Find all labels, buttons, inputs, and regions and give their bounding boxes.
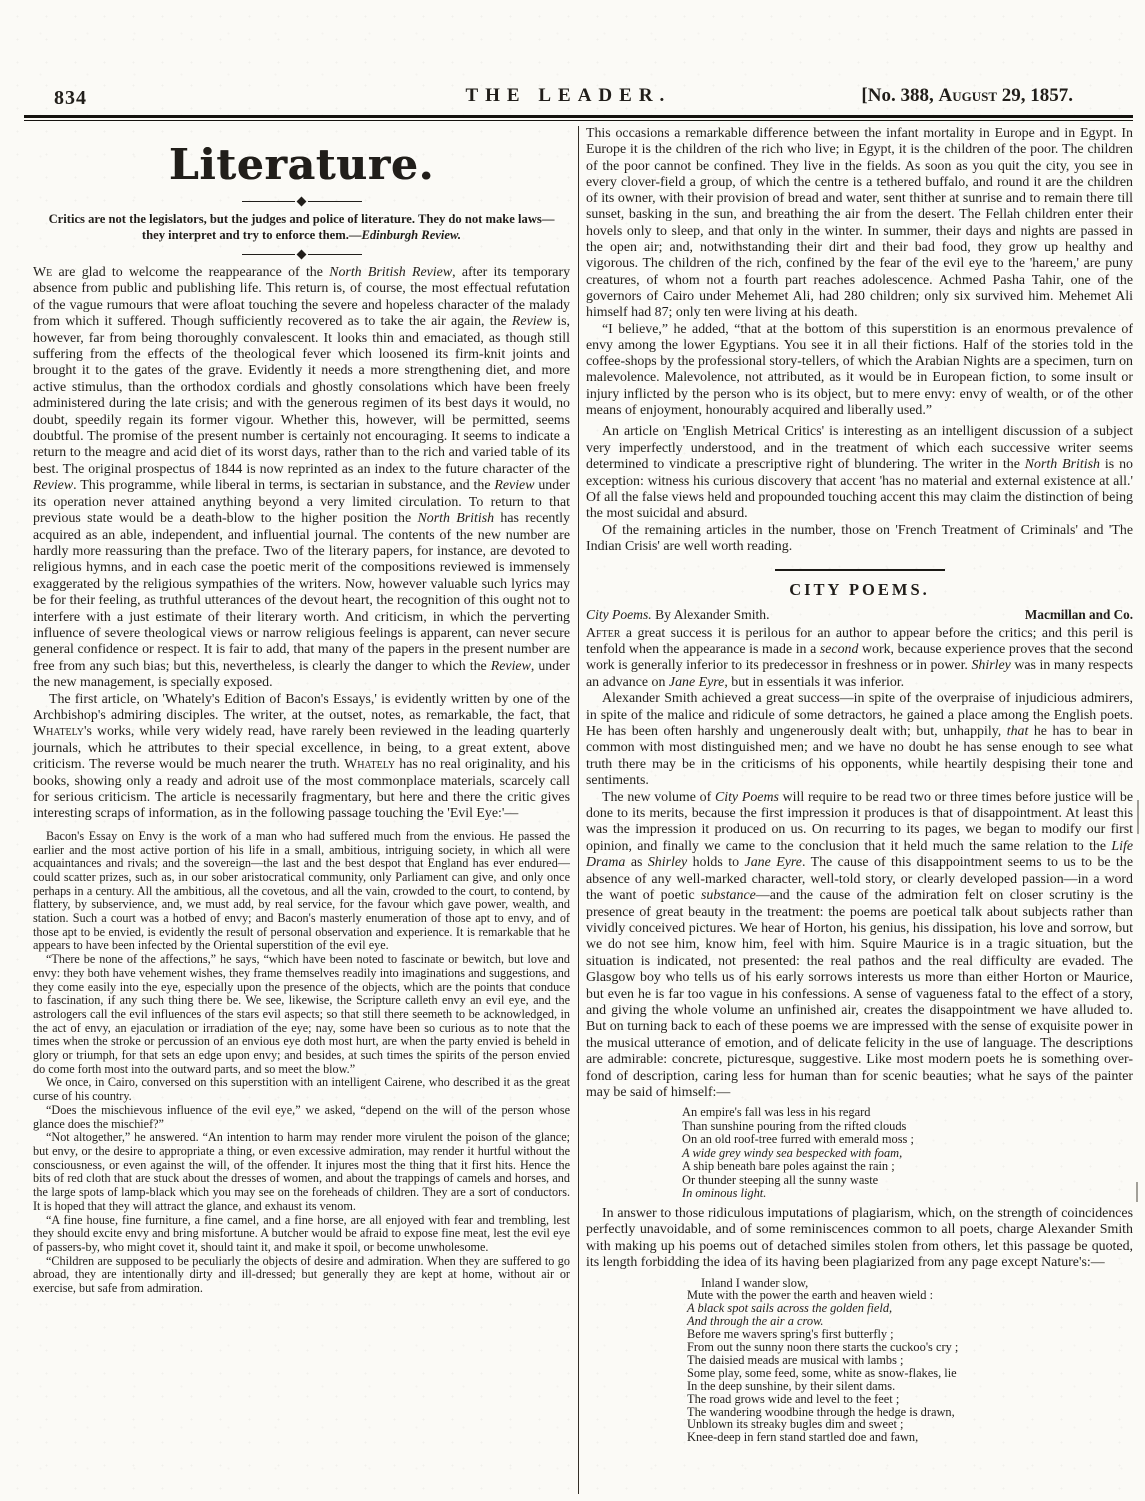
quote-paragraph: We once, in Cairo, conversed on this superstition with an intelligent Cairene, who described it as the great curse of his country. — [33, 1075, 570, 1104]
poem-line: A black spot sails across the golden field, — [687, 1301, 893, 1316]
paragraph: We are glad to welcome the reappearance of the North British Review, after its temporary absence from public and publishing life. This return is, of course, the most effectual refutation of the vague rumours that were afloat touching the severe and hopeless character of the malady from which it suffered. Though sufficiently recovered as to take the air again, the Review is, however, far from being thoroughly convalescent. It looks thin and emaciated, as though still suffering from the effects of the theological fever which loosened its firm-knit joints and brought it to the gates of the grave. Evidently it needs a more strengthening diet, and more active stimulus, than the orthodox cordials and ghostly consolations which have been freely administered during the late crisis; and with the generous regimen of its best days it would, no doubt, speedily regain its former vigour. Whether this, however, will be permitted, seems doubtful. The promise of the present number is certainly not encouraging. It seems to indicate a return to the meagre and acid diet of its worst days, rather than to the rich and varied table of its best. The original prospectus of 1844 is now reprinted as an index to the future character of the Review. This programme, while liberal in terms, is sectarian in substance, and the Review under its operation never attained anything beyond a very limited circulation. To return to that previous state would be a death-blow to the higher position the North British has recently acquired as an able, independent, and influential journal. The contents of the new number are hardly more reassuring than the preface. Two of the literary papers, for instance, are devoted to religious hymns, and in each case the poetic merit of the compositions reviewed is immensely exaggerated by the religious sympathies of the writers. Now, however valuable such lyrics may be for their feeling, as truthful utterances of the devout heart, the recognition of this ought not to interfere with a just estimate of their literary worth. And criticism, in which the perverting influence of severe theological views or narrow religious feelings is apparent, can never secure general confidence or respect. It is fair to add, that many of the papers in the present number are free from any such bias; but this, nevertheless, is clearly the danger to which the Review, under the new management, is specially exposed. — [33, 265, 571, 691]
ornament-line — [308, 201, 362, 202]
article-divider-rule — [775, 569, 945, 571]
article-title: CITY POEMS. — [789, 579, 930, 599]
poem-line: In ominous light. — [682, 1186, 767, 1201]
paragraph: After a great success it is perilous for an author to appear before the critics; and this peril is tenfold when the appearance is made in a second work, because experience proves that the second work is generally inferior to its predecessor in freshness or in power. Shirley was in many respects an advance on Jane Eyre, but in essentials it was inferior. — [586, 625, 1134, 690]
publisher-name: Macmillan and Co. — [1024, 606, 1133, 622]
poem-line: A wide grey windy sea bespecked with foam, — [682, 1145, 903, 1160]
poem-line: Than sunshine pouring from the rifted clouds — [682, 1118, 907, 1133]
paragraph: The first article, on 'Whately's Edition of Bacon's Essays,' is evidently written by one of the Archbishop's admiring disciples. The writer, at the outset, notes, as remarkable, the fact, that Whately's works, while very widely read, have rarely been reviewed in the leading quarterly journals, which he attributes to their special excellence, in being, to a great extent, above criticism. The reverse would be much nearer the truth. Whately has no real originality, and his books, showing only a ready and adroit use of the most commonplace materials, scarcely call for serious criticism. The article is necessarily fragmentary, but here and there the critic gives interesting scraps of information, as in the following passage touching the 'Evil Eye:'— — [33, 691, 570, 822]
paragraph: In answer to those ridiculous imputations of plagiarism, which, on the strength of coincidences perfectly unavoidable, and of some reminiscences common to all poets, charge Alexander Smith with making up his poems out of detached similes stolen from others, let this passage be quoted, its length forbidding the idea of its having been plagiarized from any page except Nature's:— — [586, 1205, 1133, 1271]
two-column-layout — [33, 126, 1133, 1494]
scan-artifact — [1137, 800, 1139, 834]
ornament-divider-top — [242, 198, 362, 205]
quote-paragraph: “A fine house, fine furniture, a fine camel, and a fine horse, are all enjoyed with fear and trembling, lest they should excite envy and bring misfortune. A butcher would be afraid to expose fine meat, lest the evil eye of passers-by, who might covet it, should taint it, and make it spoil, or become unwholesome. — [33, 1212, 570, 1254]
poem-line: An empire's fall was less in his regard — [682, 1105, 871, 1120]
book-title-author: City Poems. By Alexander Smith. — [586, 606, 770, 622]
paragraph: Alexander Smith achieved a great success—in spite of the overpraise of injudicious admirers, in spite of the malice and ridicule of some detractors, he gained a place among the English poets. He has been often harshly and ungenerously dealt with; but, unhappily, that he has to bear in common with most distinguished men; and we have no doubt he has sense enough to see what truth there may be in the criticisms of his opponents, while heartily despising their tone and sentiments. — [586, 691, 1133, 789]
column-divider-rule — [578, 126, 579, 1494]
paragraph: An article on 'English Metrical Critics' is interesting as an intelligent discussion of a subject very imperfectly understood, and in the treatment of which each successive writer seems determined to vindicate a prescriptive right of blundering. The writer in the North British is no exception: witness his curious discovery that accent 'has no material and external existence at all.' Of all the false views held and propounded touching accent this may claim the distinction of being the most suicidal and absurd. — [586, 424, 1133, 522]
section-title-literature: Literature. — [168, 140, 435, 189]
poem-line: Some play, some feed, some, white as snow-flakes, lie — [687, 1365, 957, 1380]
quote-paragraph: “There be none of the affections,” he says, “which have been noted to fascinate or bewitch, but love and envy: they both have vehement wishes, they frame themselves readily into imaginations and suggestions, and they come easily into the eye, especially upon the presence of the objects, which are the points that conduce to fascination, if any such thing there be. We see, likewise, the Scripture calleth envy an evil eye, and the astrologers call the evil influences of the stars evil aspects; so that still there seemeth to be acknowledged, in the act of envy, an ejaculation or irradiation of the eye; nay, some have been so curious as to note that the times when the stroke or percussion of an envious eye doth most hurt, are when the party envied is beheld in glory or triumph, for that sets an edge upon envy; and besides, at such times the spirits of the person envied do come forth most into the outward parts, and so meet the blow.” — [33, 952, 570, 1076]
epigraph: Critics are not the legislators, but the judges and police of literature. They do not make laws—they interpret and try to enforce them.—Edinburgh Review. — [48, 212, 555, 242]
poem-line: Before me wavers spring's first butterfly ; — [687, 1327, 894, 1342]
poem-quote-2 — [687, 1277, 1133, 1445]
diamond-icon — [297, 250, 307, 260]
header-rule — [24, 115, 1133, 121]
poem-line: The wandering woodbine through the hedge is drawn, — [687, 1404, 955, 1419]
ornament-line — [308, 254, 362, 255]
page-number: 834 — [54, 87, 87, 109]
poem-line: And through the air a crow. — [687, 1314, 824, 1329]
poem-line: In the deep sunshine, by their silent dams. — [687, 1378, 896, 1393]
poem-line: A ship beneath bare poles against the rain ; — [682, 1159, 895, 1174]
paragraph: The new volume of City Poems will require to be read two or three times before justice will be done to its merits, because the first impression it produces is that of disappointment. At least this was the impression it produced on us. On recurring to its pages, we began to modify our first opinion, and finally we came to the conclusion that it held much the same relation to the Life Drama as Shirley holds to Jane Eyre. The cause of this disappointment seems to us to be the absence of any well-marked character, well-told story, or clearly developed passion—in a word the want of poetic substance—and the cause of the admiration felt on closer scrutiny is the presence of great beauty in the treatment: the poems are poetical talk about subjects rather than vividly conceived pictures. We hear of Horton, his genius, his dissipation, his love and sorrow, but we do not see him, know him, feel with him. Squire Maurice is in a tragic situation, but the situation is indicated, not presented: the real pathos and the real difficulty are evaded. The Glasgow boy who tells us of his early sorrows interests us more than either Horton or Maurice, but even he is far too vague in his confessions. A sense of vagueness fatal to the effect of a story, and giving the whole volume an unfinished air, creates the disappointment we have alluded to. But on turning back to each of these poems we are impressed with the sense of exquisite power in the musical utterance of emotion, and of delicate felicity in the use of language. The descriptions are admirable: concrete, picturesque, suggestive. Like most modern poets he is something over-fond of description, caring less for human than for scenic beauties; what he says of the painter may be said of himself:— — [586, 789, 1134, 1100]
poem-line: From out the sunny noon there starts the cuckoo's cry ; — [687, 1340, 959, 1355]
poem-line: Unblown its streaky bugles dim and sweet ; — [687, 1417, 904, 1432]
header-rule-thick — [24, 115, 1133, 118]
quote-paragraph: This occasions a remarkable difference between the infant mortality in Europe and in Egypt. In Europe it is the children of the rich who live; in Egypt, it is the children of the poor. The children of the poor cannot be confined. They live in the fields. As soon as you quit the city, you see in every clover-field a group, of which the centre is a tethered buffalo, and round it are the children of its owner, with their provision of bread and water, sent thither at sunrise and to remain there till sunset, basking in the sun, and breathing the air from the desert. The Fellah children enter their hovels only to sleep, and that only in the winter. In summer, their days and nights are passed in the open air; and, notwithstanding their dirt and their bad food, they grow up healthy and vigorous. The children of the rich, confined by the fear of the evil eye to the 'hareem,' are puny creatures, of whom not a fourth part reaches adolescence. Achmed Pasha Tahir, one of the governors of Cairo under Mehemet Ali, had 280 children; only six survived him. Mehemet Ali himself had 87; only ten were living at his death. — [586, 126, 1133, 321]
quote-paragraph: “Children are supposed to be peculiarly the objects of desire and admiration. When they are suffered to go abroad, they are intentionally dirty and ill-dressed; but generally they are kept at home, without air or exercise, but safe from admiration. — [33, 1253, 570, 1296]
book-citation — [586, 607, 1133, 623]
header-rule-thin — [24, 120, 1133, 121]
quote-paragraph: “I believe,” he added, “that at the bottom of this superstition is an enormous prevalence of envy among the lower Egyptians. You see it in all their fictions. Half of the stories told in the coffee-shops by the professional story-tellers, of which the Arabian Nights are a specimen, turn on malevolence. Malevolence, not attributed, as it would be in European fiction, to some insult or injury inflicted by the person who is its object, but to mere envy: envy of wealth, or of the other means of enjoyment, honourably acquired and liberally used.” — [586, 321, 1133, 419]
ornament-line — [242, 254, 296, 255]
poem-line: Inland I wander slow, — [701, 1275, 809, 1290]
poem-line: The road grows wide and level to the feet ; — [687, 1391, 900, 1406]
newspaper-title: THE LEADER. — [465, 85, 672, 106]
page-header — [0, 85, 1145, 111]
ornament-line — [242, 201, 296, 202]
extract-quote-block — [33, 830, 570, 1296]
quote-paragraph: “Not altogether,” he answered. “An intention to harm may render more virulent the poison of the glance; but envy, or the desire to appropriate a thing, or even excessive admiration, may render it hurtful without the consciousness, or even against the will, of the offender. It injures most the thing that it first hits. Hence the bits of red cloth that are stuck about the dresses of women, and about the trappings of camels and horses, and the large spots of lamp-black which you may see on the foreheads of children. They are a sort of conductors. It is hoped that they will attract the glance, and exhaust its venom. — [33, 1130, 570, 1213]
paragraph: Of the remaining articles in the number, those on 'French Treatment of Criminals' and 'The Indian Crisis' are well worth reading. — [586, 522, 1133, 555]
poem-quote-1 — [682, 1106, 1133, 1201]
quote-paragraph: Bacon's Essay on Envy is the work of a man who had suffered much from the envious. He passed the earlier and the most active portion of his life in a small, ambitious, intriguing society, in which all were acquaintances and rivals; and the sovereign—the last and the best despot that England has ever endured—could scatter prizes, such as, in our sober aristocratical community, only Parliament can give, and only once perhaps in a century. All the ambitious, all the covetous, and all the vain, crowded to the court, to contend, by flattery, by subservience, and, we must add, by real service, for the favour which gave power, wealth, and station. Such a court was a hotbed of envy; and Bacon's masterly enumeration of those apt to envy, and of those apt to be envied, is evidently the result of personal observation and experience. It is remarkable that he appears to have been infected by the Oriental superstition of the evil eye. — [33, 828, 570, 953]
right-column — [586, 126, 1133, 1494]
poem-line: The daisied meads are musical with lambs ; — [687, 1352, 904, 1367]
quote-paragraph: “Does the mischievous influence of the evil eye,” we asked, “depend on the will of the person whose glance does the mischief?” — [33, 1102, 570, 1131]
poem-line: On an old roof-tree furred with emerald moss ; — [682, 1132, 914, 1147]
poem-line: Or thunder steeping all the sunny waste — [682, 1172, 879, 1187]
left-column — [33, 126, 570, 1494]
poem-line: Knee-deep in fern stand startled doe and fawn, — [687, 1430, 919, 1445]
poem-line: Mute with the power the earth and heaven wield : — [687, 1288, 934, 1303]
diamond-icon — [297, 197, 307, 207]
ornament-divider-bottom — [242, 251, 362, 258]
scan-artifact — [1136, 1182, 1138, 1202]
issue-date: [No. 388, August 29, 1857. — [861, 85, 1073, 106]
